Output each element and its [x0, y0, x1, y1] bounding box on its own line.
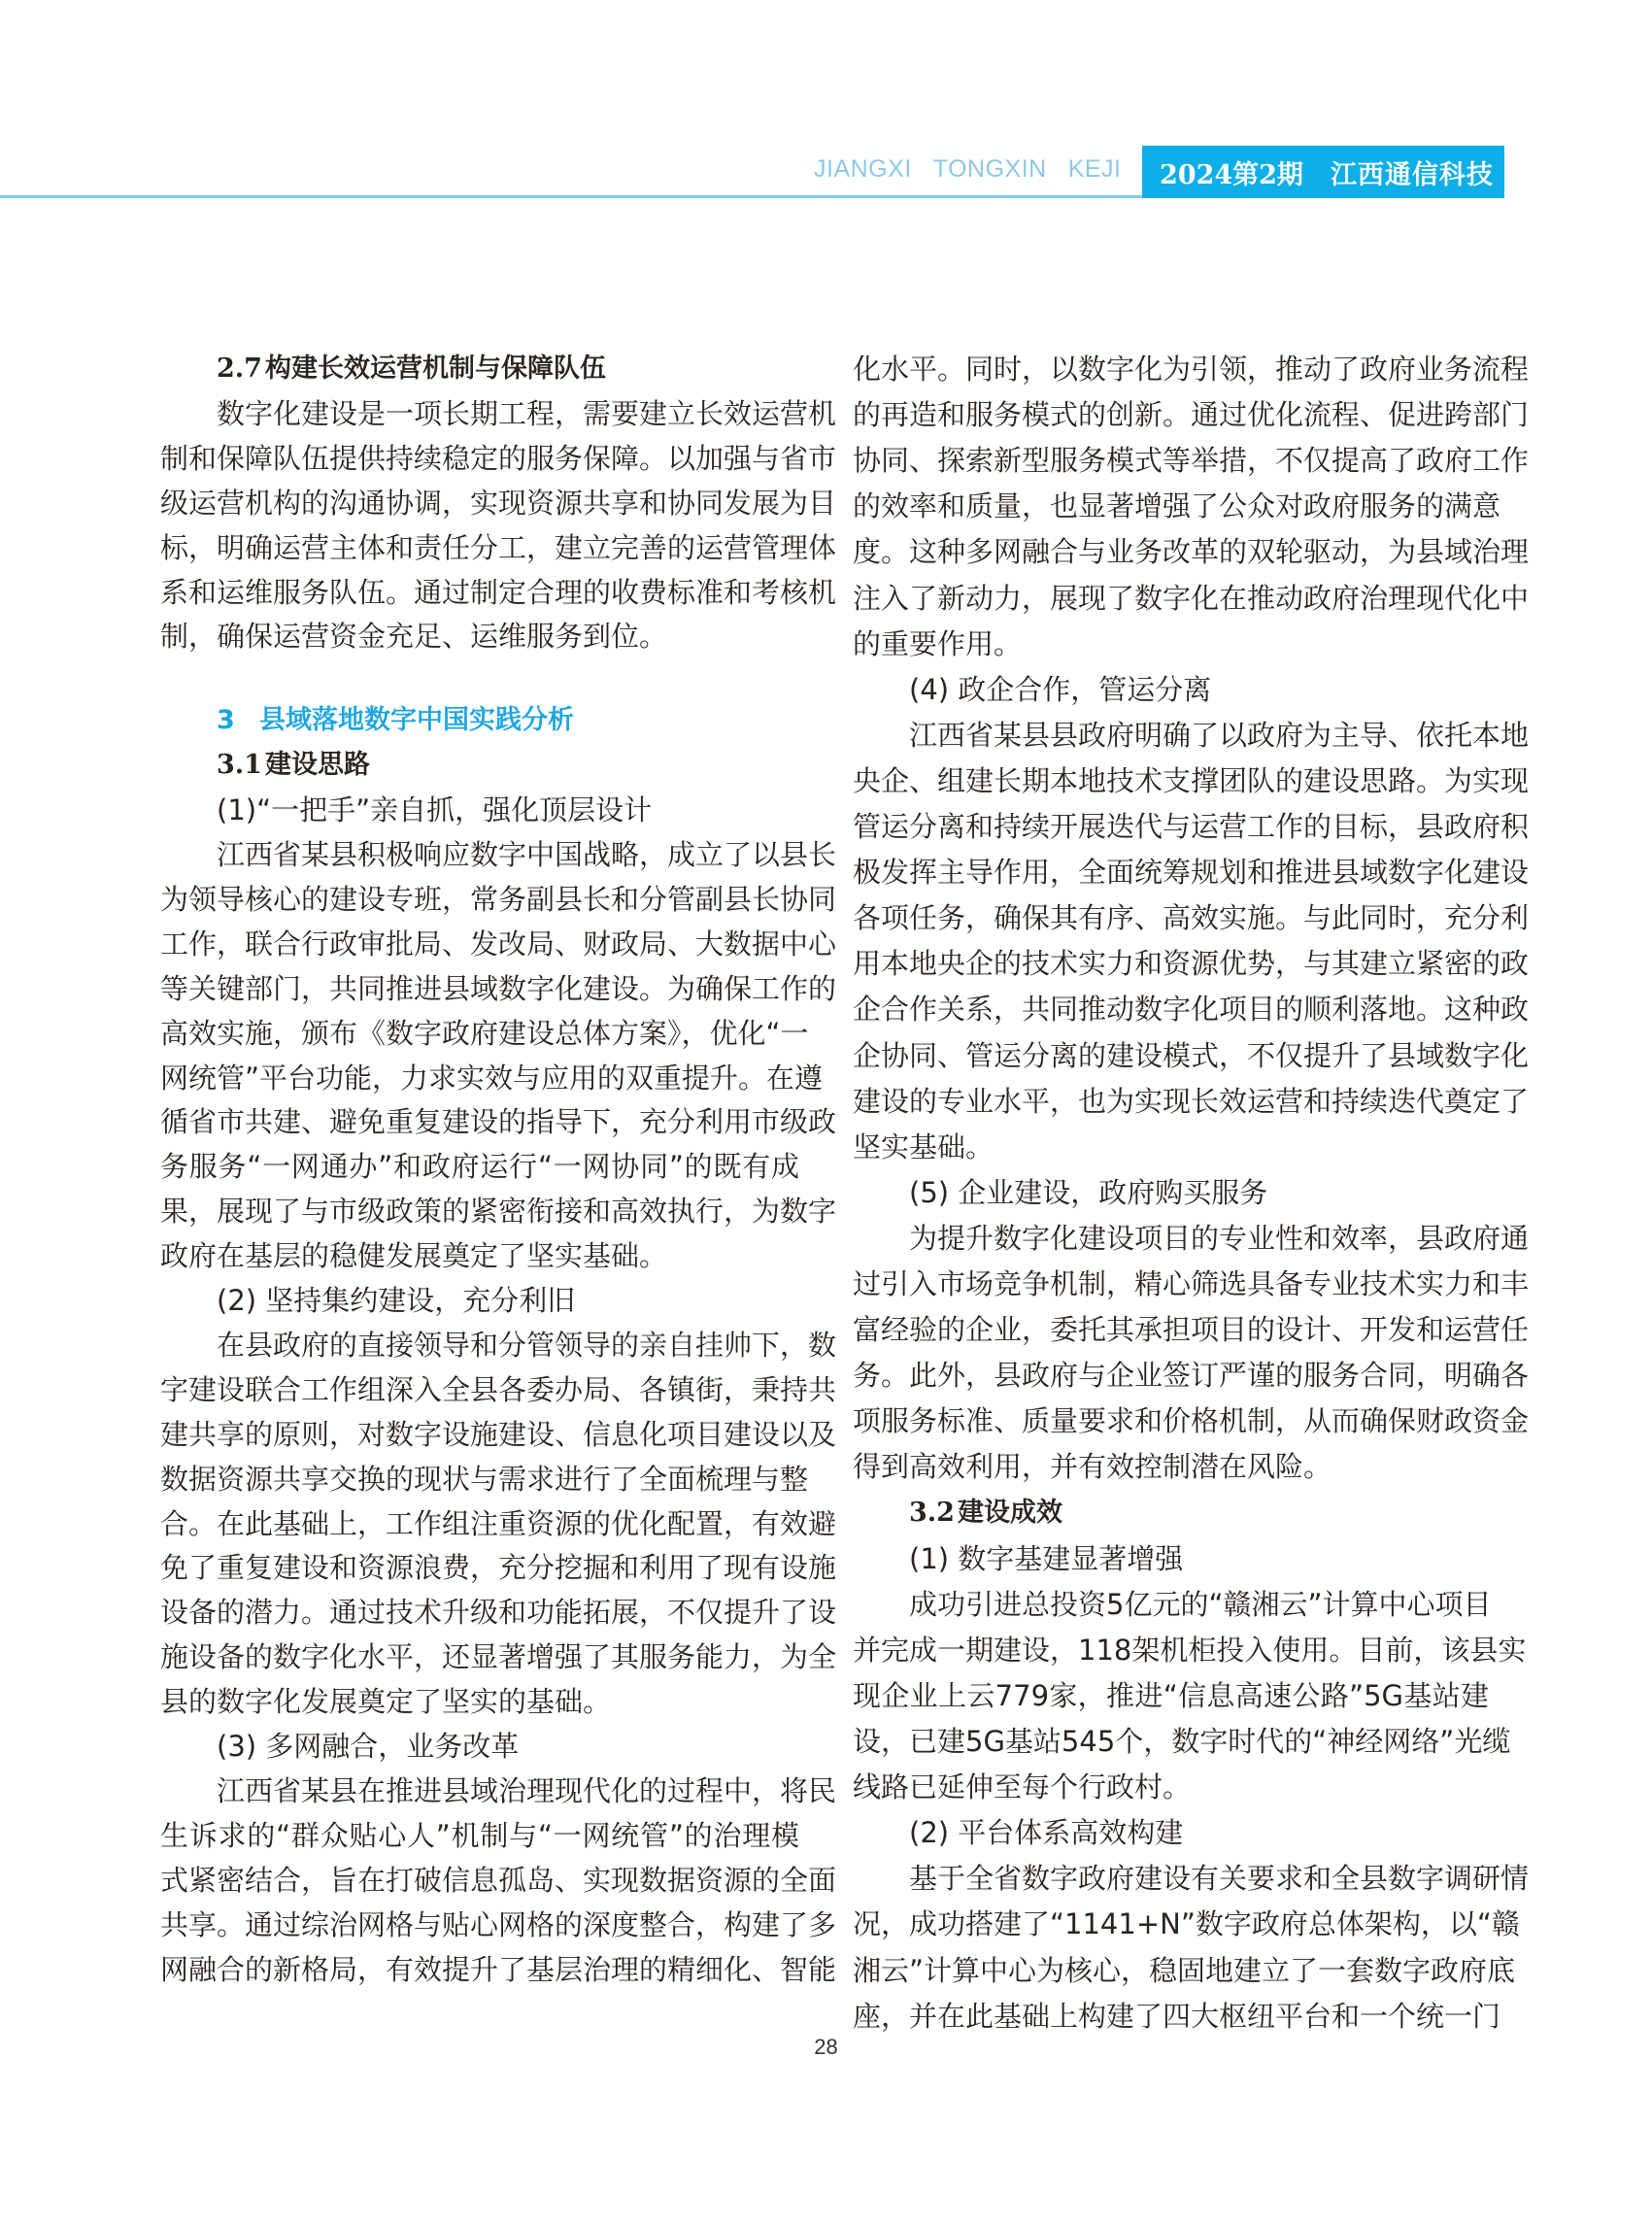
- paragraph-line: 字建设联合工作组深入全县各委办局、各镇街，秉持共: [160, 1372, 837, 1406]
- header-en-word: KEJI: [1067, 155, 1122, 183]
- paragraph-line: 成功引进总投资5亿元的“赣湘云”计算中心项目: [909, 1587, 1492, 1621]
- paragraph-line: 各项任务，确保其有序、高效实施。与此同时，充分利: [853, 901, 1530, 935]
- paragraph-line: 坚实基础。: [853, 1129, 995, 1163]
- paragraph-line: 过引入市场竞争机制，精心筛选具备专业技术实力和丰: [853, 1267, 1530, 1300]
- paragraph-line: 富经验的企业，委托其承担项目的设计、开发和运营任: [853, 1313, 1530, 1347]
- paragraph-line: 县的数字化发展奠定了坚实的基础。: [160, 1685, 612, 1719]
- subsection-title: [160, 746, 856, 785]
- subsection-heading: (2) 平台体系高效构建: [909, 1816, 1184, 1850]
- heading-text: 建设思路: [265, 750, 370, 781]
- paragraph-line: 企协同、管运分离的建设模式，不仅提升了县域数字化: [853, 1038, 1530, 1072]
- paragraph-line: 系和运维服务队伍。通过制定合理的收费标准和考核机: [160, 575, 837, 609]
- paragraph-line: 江西省某县县政府明确了以政府为主导、依托本地: [909, 718, 1530, 752]
- heading-number: 2.7: [217, 354, 262, 384]
- paragraph-line: 基于全省数字政府建设有关要求和全县数字调研情: [909, 1862, 1530, 1896]
- paragraph-line: 项服务标准、质量要求和价格机制，从而确保财政资金: [853, 1404, 1530, 1438]
- paragraph-line: 湘云”计算中心为核心，稳固地建立了一套数字政府底: [853, 1953, 1516, 1987]
- paragraph-line: 设，已建5G基站545个，数字时代的“神经网络”光缆: [853, 1725, 1511, 1758]
- paragraph-line: 共享。通过综治网格与贴心网格的深度整合，构建了多: [160, 1907, 837, 1941]
- issue-label: 2024第2期: [1160, 159, 1303, 190]
- paragraph-line: 江西省某县在推进县域治理现代化的过程中，将民: [217, 1773, 837, 1807]
- subsection-title: [160, 350, 856, 388]
- paragraph-line: 用本地央企的技术实力和资源优势，与其建立紧密的政: [853, 947, 1530, 981]
- paragraph-line: 工作，联合行政审批局、发改局、财政局、大数据中心: [160, 927, 837, 961]
- paragraph-line: 央企、组建长期本地技术支撑团队的建设思路。为实现: [853, 763, 1530, 797]
- paragraph-line: 数字化建设是一项长期工程，需要建立长效运营机: [217, 396, 837, 430]
- paragraph-line: 标，明确运营主体和责任分工，建立完善的运营管理体: [160, 530, 837, 564]
- paragraph-line: 线路已延伸至每个行政村。: [853, 1770, 1192, 1804]
- subsection-title: [853, 1494, 1545, 1533]
- subsection-heading: (3) 多网融合，业务改革: [217, 1730, 520, 1763]
- paragraph-line: 企合作关系，共同推动数字化项目的顺利落地。这种政: [853, 993, 1530, 1027]
- heading-number: 3.1: [217, 750, 262, 781]
- header-en-word: JIANGXI: [814, 155, 912, 183]
- paragraph-line: 江西省某县积极响应数字中国战略，成立了以县长: [217, 838, 837, 871]
- paragraph-line: 况，成功搭建了“1141+N”数字政府总体架构，以“赣: [853, 1907, 1520, 1941]
- paragraph-line: 化水平。同时，以数字化为引领，推动了政府业务流程: [853, 353, 1530, 386]
- paragraph-line: 免了重复建设和资源浪费，充分挖掘和利用了现有设施: [160, 1551, 837, 1585]
- paragraph-line: 建设的专业水平，也为实现长效运营和持续迭代奠定了: [853, 1084, 1530, 1118]
- paragraph-line: 网统管”平台功能，力求实效与应用的双重提升。在遵: [160, 1061, 824, 1095]
- paragraph-line: 施设备的数字化水平，还显著增强了其服务能力，为全: [160, 1640, 837, 1674]
- paragraph-line: 数据资源共享交换的现状与需求进行了全面梳理与整: [160, 1462, 809, 1496]
- paragraph-line: 务。此外，县政府与企业签订严谨的服务合同，明确各: [853, 1359, 1530, 1393]
- header-en-word: TONGXIN: [932, 155, 1047, 183]
- paragraph-line: 的再造和服务模式的创新。通过优化流程、促进跨部门: [853, 398, 1530, 432]
- paragraph-line: 在县政府的直接领导和分管领导的亲自挂帅下，数: [217, 1328, 837, 1362]
- heading-text: 构建长效运营机制与保障队伍: [265, 354, 606, 384]
- paragraph-line: 式紧密结合，旨在打破信息孤岛、实现数据资源的全面: [160, 1863, 837, 1897]
- paragraph-line: 并完成一期建设，118架机柜投入使用。目前，该县实: [853, 1633, 1527, 1667]
- subsection-heading: (2) 坚持集约建设，充分利旧: [217, 1284, 576, 1317]
- heading-text: 县域落地数字中国实践分析: [259, 705, 574, 736]
- paragraph-line: 度。这种多网融合与业务改革的双轮驱动，为县域治理: [853, 535, 1530, 569]
- paragraph-line: 等关键部门，共同推进县域数字化建设。为确保工作的: [160, 971, 837, 1005]
- paragraph-line: 设备的潜力。通过技术升级和功能拓展，不仅提升了设: [160, 1596, 837, 1630]
- journal-english-name: [814, 155, 1143, 184]
- paragraph-line: 得到高效利用，并有效控制潜在风险。: [853, 1450, 1332, 1484]
- journal-title: 江西通信科技: [1330, 159, 1494, 190]
- heading-text: 建设成效: [958, 1497, 1062, 1528]
- paragraph-line: 循省市共建、避免重复建设的指导下，充分利用市级政: [160, 1105, 837, 1139]
- paragraph-line: 高效实施，颁布《数字政府建设总体方案》，优化“一: [160, 1016, 809, 1050]
- heading-number: 3.2: [909, 1497, 955, 1528]
- paragraph-line: 级运营机构的沟通协调，实现资源共享和协同发展为目: [160, 486, 837, 520]
- paragraph-line: 的效率和质量，也显著增强了公众对政府服务的满意: [853, 489, 1501, 523]
- subsection-heading: (4) 政企合作，管运分离: [909, 672, 1212, 706]
- subsection-heading: (5) 企业建设，政府购买服务: [909, 1175, 1268, 1209]
- paragraph-line: 现企业上云779家，推进“信息高速公路”5G基站建: [853, 1678, 1489, 1712]
- paragraph-line: 生诉求的“群众贴心人”机制与“一网统管”的治理模: [160, 1818, 799, 1852]
- paragraph-line: 政府在基层的稳健发展奠定了坚实基础。: [160, 1239, 668, 1273]
- paragraph-line: 合。在此基础上，工作组注重资源的优化配置，有效避: [160, 1506, 837, 1540]
- subsection-heading: (1)“一把手”亲自抓，强化顶层设计: [217, 793, 653, 827]
- paragraph-line: 的重要作用。: [853, 626, 1023, 660]
- paragraph-line: 务服务“一网通办”和政府运行“一网协同”的既有成: [160, 1150, 799, 1184]
- journal-header-badge: [1142, 146, 1504, 198]
- paragraph-line: 协同、探索新型服务模式等举措，不仅提高了政府工作: [853, 444, 1530, 478]
- subsection-heading: (1) 数字基建显著增强: [909, 1541, 1184, 1575]
- paragraph-line: 网融合的新格局，有效提升了基层治理的精细化、智能: [160, 1952, 837, 1986]
- paragraph-line: 极发挥主导作用，全面统筹规划和推进县域数字化建设: [853, 856, 1530, 890]
- page-number: 28: [814, 2035, 838, 2059]
- paragraph-line: 为领导核心的建设专班，常务副县长和分管副县长协同: [160, 882, 837, 916]
- paragraph-line: 注入了新动力，展现了数字化在推动政府治理现代化中: [853, 581, 1530, 615]
- section-heading: [160, 701, 856, 740]
- paragraph-line: 建共享的原则，对数字设施建设、信息化项目建设以及: [160, 1417, 837, 1451]
- paragraph-line: 制和保障队伍提供持续稳定的服务保障。以加强与省市: [160, 441, 837, 475]
- paragraph-line: 果，展现了与市级政策的紧密衔接和高效执行，为数字: [160, 1195, 837, 1229]
- heading-number: 3: [217, 705, 235, 736]
- paragraph-line: 管运分离和持续开展迭代与运营工作的目标，县政府积: [853, 810, 1530, 843]
- paragraph-line: 制，确保运营资金充足、运维服务到位。: [160, 620, 668, 654]
- paragraph-line: 座，并在此基础上构建了四大枢纽平台和一个统一门: [853, 1999, 1501, 2033]
- paragraph-line: 为提升数字化建设项目的专业性和效率，县政府通: [909, 1221, 1530, 1255]
